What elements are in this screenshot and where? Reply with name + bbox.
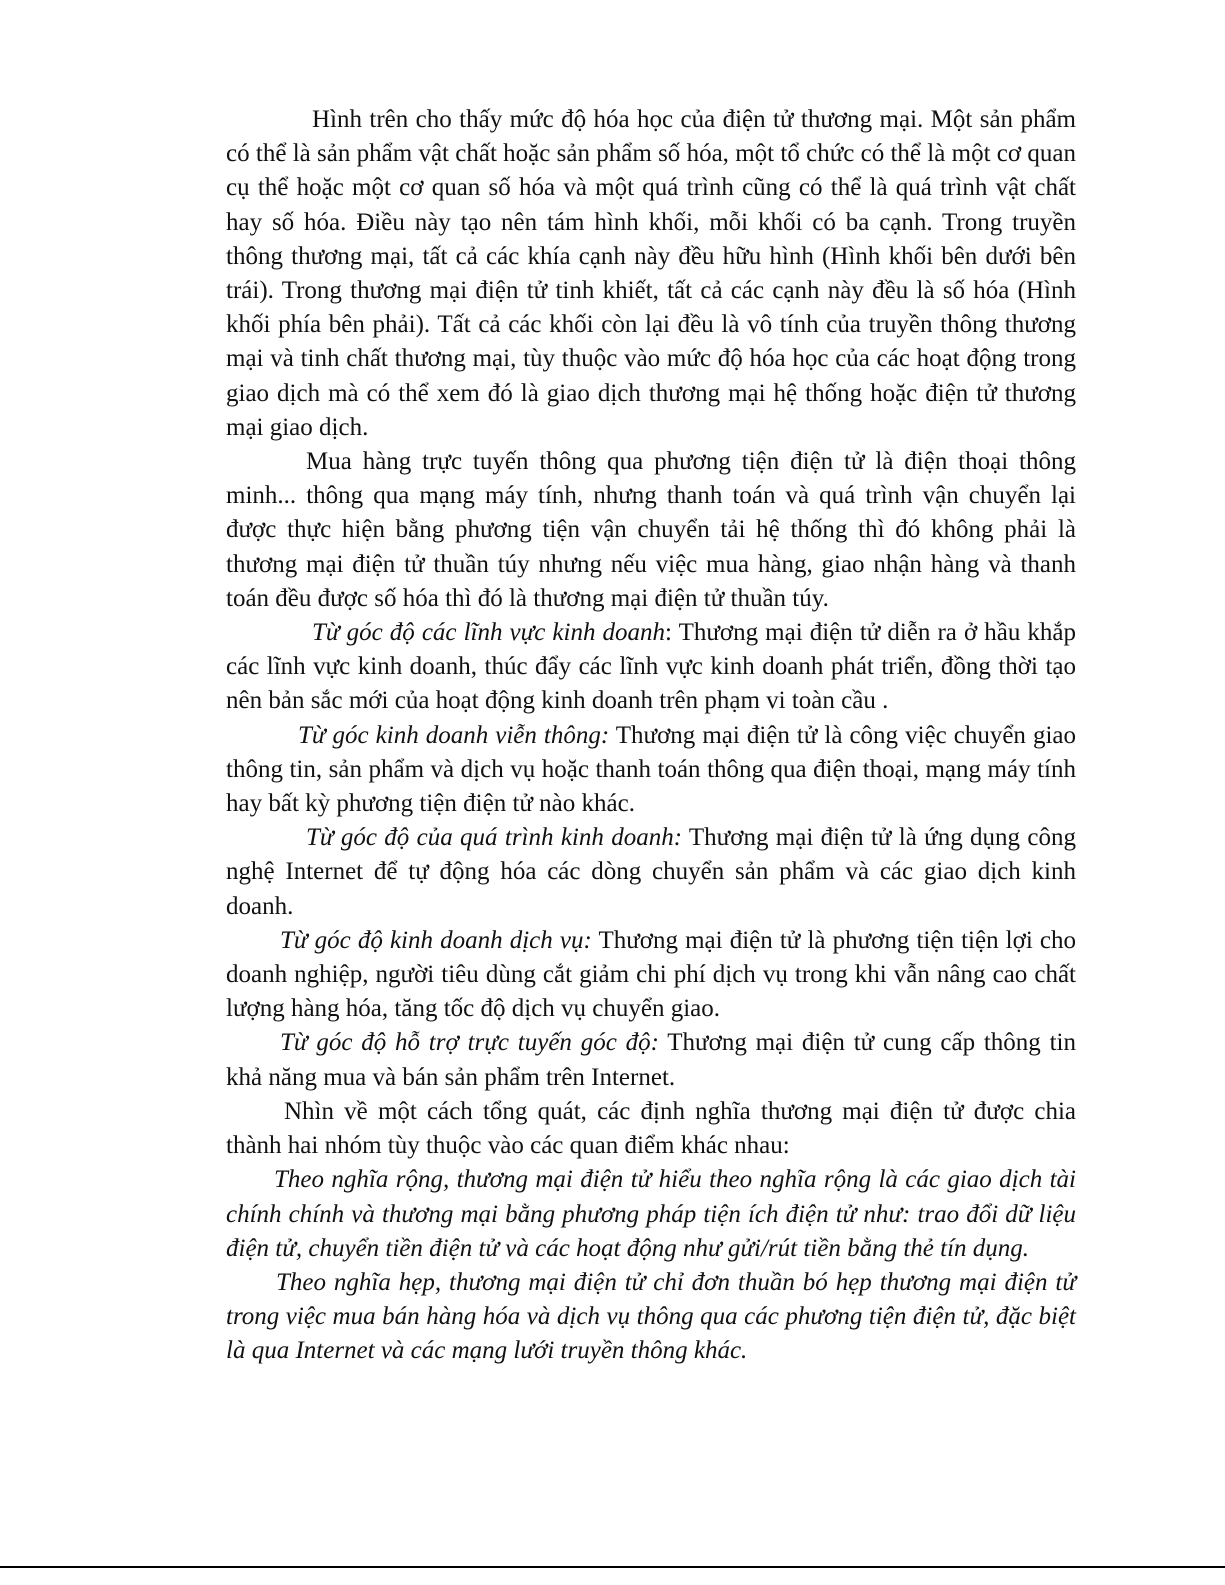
- paragraph-1: [226, 103, 1076, 445]
- paragraph-4: [226, 719, 1076, 822]
- paragraph-9-broad-definition: [226, 1163, 1076, 1266]
- paragraph-10-text: Theo nghĩa hẹp, thương mại điện tử chỉ đơn thuần bó hẹp thương mại điện tử trong việc mua bán hàng hóa và dịch vụ thông qua các phương tiện điện tử, đặc biệt là qua Internet và các mạng lưới truyền thông khác.: [226, 1268, 1076, 1365]
- document-body: [226, 103, 1076, 1369]
- paragraph-9-text: Theo nghĩa rộng, thương mại điện tử hiểu theo nghĩa rộng là các giao dịch tài chính chính và thương mại bằng phương pháp tiện ích điện tử như: trao đổi dữ liệu điện tử, chuyển tiền điện tử và các hoạt động như gửi/rút tiền bằng thẻ tín dụng.: [226, 1166, 1076, 1262]
- paragraph-4-lead: Từ góc kinh doanh viễn thông:: [298, 721, 610, 749]
- paragraph-1-text: Hình trên cho thấy mức độ hóa học của điện tử thương mại. Một sản phẩm có thể là sản phẩm vật chất hoặc sản phẩm số hóa, một tổ chức có thể là một cơ quan cụ thể hoặc một cơ quan số hóa và một quá trình cũng có thể là quá trình vật chất hay số hóa. Điều này tạo nên tám hình khối, mỗi khối có ba cạnh. Trong truyền thông thương mại, tất cả các khía cạnh này đều hữu hình (Hình khối bên dưới bên trái). Trong thương mại điện tử tinh khiết, tất cả các cạnh này đều là số hóa (Hình khối phía bên phải). Tất cả các khối còn lại đều là vô tính của truyền thông thương mại và tinh chất thương mại, tùy thuộc vào mức độ hóa học của các hoạt động trong giao dịch mà có thể xem đó là giao dịch thương mại hệ thống hoặc điện tử thương mại giao dịch.: [226, 106, 1076, 441]
- paragraph-7: [226, 1026, 1076, 1094]
- paragraph-5-lead: Từ góc độ của quá trình kinh doanh:: [306, 824, 683, 852]
- paragraph-5: [226, 821, 1076, 924]
- paragraph-7-lead: Từ góc độ hỗ trợ trực tuyến góc độ:: [280, 1029, 659, 1057]
- bottom-divider-line: [0, 1566, 1225, 1568]
- paragraph-5-text: Thương mại điện tử là ứng dụng công nghệ Internet để tự động hóa các dòng chuyển sản phẩm và các giao dịch kinh doanh.: [226, 824, 1076, 920]
- paragraph-8-text: Nhìn về một cách tổng quát, các định nghĩa thương mại điện tử được chia thành hai nhóm tùy thuộc vào các quan điểm khác nhau:: [226, 1097, 1076, 1160]
- paragraph-3-text: : Thương mại điện tử diễn ra ở hầu khắp các lĩnh vực kinh doanh, thúc đẩy các lĩnh vực kinh doanh phát triển, đồng thời tạo nên bản sắc mới của hoạt động kinh doanh trên phạm vi toàn cầu .: [226, 619, 1076, 715]
- paragraph-4-text: Thương mại điện tử là công việc chuyển giao thông tin, sản phẩm và dịch vụ hoặc thanh toán thông qua điện thoại, mạng máy tính hay bất kỳ phương tiện điện tử nào khác.: [226, 721, 1076, 818]
- paragraph-6-lead: Từ góc độ kinh doanh dịch vụ:: [280, 926, 592, 954]
- paragraph-8: [226, 1095, 1076, 1163]
- paragraph-3: [226, 616, 1076, 719]
- paragraph-10-narrow-definition: [226, 1266, 1076, 1369]
- paragraph-7-text: Thương mại điện tử cung cấp thông tin khả năng mua và bán sản phẩm trên Internet.: [226, 1029, 1076, 1091]
- paragraph-6: [226, 924, 1076, 1027]
- paragraph-3-lead: Từ góc độ các lĩnh vực kinh doanh: [312, 619, 666, 647]
- paragraph-2: [226, 445, 1076, 616]
- paragraph-2-text: Mua hàng trực tuyến thông qua phương tiện điện tử là điện thoại thông minh... thông qua mạng máy tính, nhưng thanh toán và quá trình vận chuyển lại được thực hiện bằng phương tiện vận chuyển tải hệ thống thì đó không phải là thương mại điện tử thuần túy nhưng nếu việc mua hàng, giao nhận hàng và thanh toán đều được số hóa thì đó là thương mại điện tử thuần túy.: [226, 448, 1076, 612]
- paragraph-6-text: Thương mại điện tử là phương tiện tiện lợi cho doanh nghiệp, người tiêu dùng cắt giảm chi phí dịch vụ trong khi vẫn nâng cao chất lượng hàng hóa, tăng tốc độ dịch vụ chuyển giao.: [226, 926, 1076, 1023]
